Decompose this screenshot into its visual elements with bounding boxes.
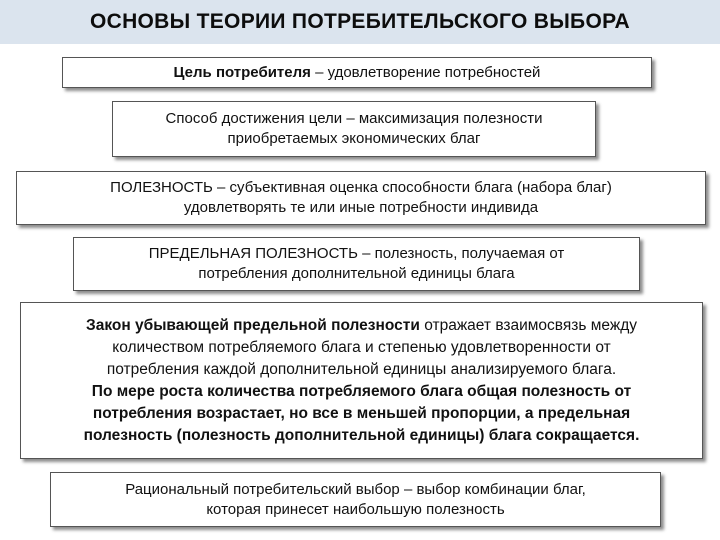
marginal-utility-line-1: ПРЕДЕЛЬНАЯ ПОЛЕЗНОСТЬ – полезность, получаемая от: [148, 245, 565, 262]
method-line-2: приобретаемых экономических благ: [227, 130, 481, 147]
rational-choice-line-2: которая принесет наибольшую полезность: [206, 500, 505, 518]
goal-definition: – удовлетворение потребностей: [310, 63, 541, 81]
page-title: ОСНОВЫ ТЕОРИИ ПОТРЕБИТЕЛЬСКОГО ВЫБОРА: [89, 10, 631, 33]
law-line-6: полезность (полезность дополнительной единицы) блага сокращается.: [83, 426, 640, 444]
law-box: [20, 302, 703, 459]
utility-line-2: удовлетворять те или иные потребности индивида: [183, 199, 539, 216]
goal-box: [62, 57, 652, 88]
title-bar: [0, 0, 720, 44]
marginal-utility-line-2: потребления дополнительной единицы блага: [198, 265, 515, 282]
law-term: Закон убывающей предельной полезности: [85, 316, 420, 334]
law-line-3: потребления каждой дополнительной единицы анализируемого блага.: [106, 360, 617, 378]
utility-line-1: ПОЛЕЗНОСТЬ – субъективная оценка способности блага (набора благ): [110, 179, 612, 196]
law-line-2: количеством потребляемого блага и степенью удовлетворенности от: [112, 338, 611, 356]
goal-term: Цель потребителя: [173, 63, 311, 81]
method-box: [112, 101, 596, 157]
method-line-1: Способ достижения цели – максимизация полезности: [165, 110, 543, 127]
rational-choice-box: [50, 472, 661, 527]
law-line-4: По мере роста количества потребляемого блага общая полезность от: [91, 382, 632, 400]
marginal-utility-box: [73, 237, 640, 291]
law-line-1-rest: отражает взаимосвязь между: [419, 316, 637, 334]
goal-text: [63, 63, 651, 83]
law-line-1: [21, 315, 702, 337]
law-line-5: потребления возрастает, но все в меньшей пропорции, а предельная: [92, 404, 631, 422]
utility-box: [16, 171, 706, 225]
rational-choice-line-1: Рациональный потребительский выбор – выбор комбинации благ,: [125, 480, 586, 498]
